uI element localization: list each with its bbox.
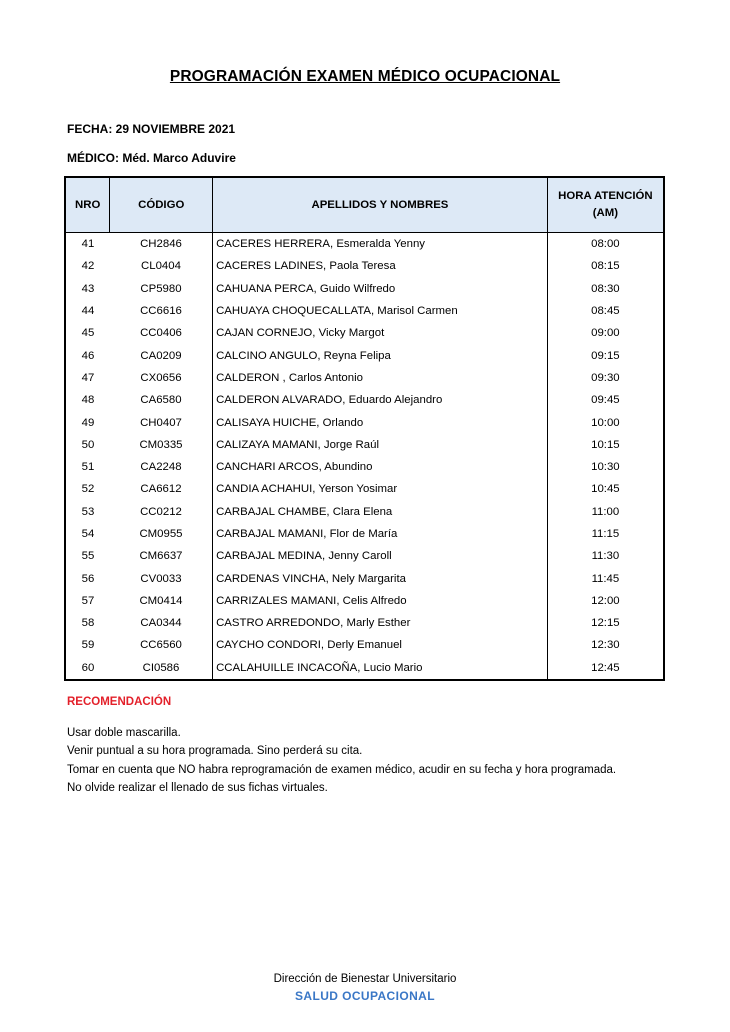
cell-hora: 09:15 (547, 344, 664, 366)
cell-nro: 46 (65, 344, 110, 366)
cell-codigo: CA6612 (140, 483, 182, 496)
cell-codigo: CM0955 (139, 528, 183, 540)
cell-nombre: CAHUANA PERCA, Guido Wilfredo (213, 278, 548, 300)
cell-nombre: CAJAN CORNEJO, Vicky Margot (213, 322, 548, 344)
cell-nombre: CALCINO ANGULO, Reyna Felipa (213, 344, 548, 366)
cell-nombre: CACERES LADINES, Paola Teresa (213, 255, 548, 277)
cell-codigo: CC6616 (140, 305, 182, 318)
cell-codigo: CC0406 (140, 327, 182, 340)
cell-nombre: CAYCHO CONDORI, Derly Emanuel (213, 634, 548, 656)
cell-nombre: CALIZAYA MAMANI, Jorge Raúl (213, 434, 548, 456)
cell-codigo: CH0407 (140, 416, 182, 429)
recommendation-item: Tomar en cuenta que NO habra reprogramación de examen médico, acudir en su fecha y hora programada. (67, 763, 617, 776)
cell-nombre: CARBAJAL MEDINA, Jenny Caroll (213, 545, 548, 567)
cell-codigo: CP5980 (140, 282, 182, 295)
cell-hora: 10:45 (547, 478, 664, 500)
cell-codigo: CC6560 (140, 639, 182, 652)
cell-nombre: CALDERON ALVARADO, Eduardo Alejandro (213, 389, 548, 411)
table-header-row (65, 177, 664, 233)
header-codigo: CÓDIGO (110, 177, 213, 233)
header-hora-line1: HORA ATENCIÓN (558, 190, 653, 202)
cell-nro: 57 (65, 590, 110, 612)
table-row (65, 233, 664, 256)
table-row (65, 389, 664, 411)
cell-nro: 56 (65, 567, 110, 589)
cell-hora: 11:00 (547, 501, 664, 523)
cell-hora: 09:00 (547, 322, 664, 344)
header-nombres: APELLIDOS Y NOMBRES (213, 177, 548, 233)
cell-nro: 60 (65, 657, 110, 680)
cell-nro: 41 (65, 233, 110, 256)
cell-nombre: CARRIZALES MAMANI, Celis Alfredo (213, 590, 548, 612)
cell-hora: 09:45 (547, 389, 664, 411)
cell-codigo: CH2846 (140, 238, 182, 251)
cell-nombre: CARBAJAL MAMANI, Flor de María (213, 523, 548, 545)
recommendation-list (67, 724, 616, 797)
table-row (65, 478, 664, 500)
date-label: FECHA: 29 NOVIEMBRE 2021 (67, 122, 236, 136)
cell-nro: 42 (65, 255, 110, 277)
cell-nro: 44 (65, 300, 110, 322)
cell-nro: 47 (65, 367, 110, 389)
cell-codigo: CA6580 (140, 394, 182, 407)
cell-hora: 09:30 (547, 367, 664, 389)
cell-nro: 53 (65, 501, 110, 523)
cell-hora: 11:45 (547, 567, 664, 589)
cell-hora: 08:15 (547, 255, 664, 277)
cell-nro: 52 (65, 478, 110, 500)
recommendation-item: Usar doble mascarilla. (67, 727, 181, 739)
cell-codigo: CL0404 (141, 260, 181, 273)
cell-nombre: CACERES HERRERA, Esmeralda Yenny (213, 233, 548, 256)
footer-brand: SALUD OCUPACIONAL (295, 989, 435, 1003)
cell-nro: 50 (65, 434, 110, 456)
table-row (65, 411, 664, 433)
cell-nro: 43 (65, 278, 110, 300)
recommendation-title: RECOMENDACIÓN (67, 696, 172, 708)
cell-hora: 11:15 (547, 523, 664, 545)
cell-codigo: CA0209 (140, 349, 182, 362)
cell-codigo: CI0586 (110, 657, 213, 680)
cell-codigo: CM0335 (139, 438, 183, 451)
recommendation-item: No olvide realizar el llenado de sus fichas virtuales. (67, 781, 328, 794)
cell-nombre: CANCHARI ARCOS, Abundino (213, 456, 548, 478)
cell-nombre: CARDENAS VINCHA, Nely Margarita (213, 567, 548, 589)
cell-codigo: CM0414 (139, 594, 183, 607)
cell-codigo: CA2248 (140, 461, 182, 474)
cell-nombre: CALDERON , Carlos Antonio (213, 367, 548, 389)
table-row (65, 300, 664, 322)
doctor-label: MÉDICO: Méd. Marco Aduvire (67, 151, 236, 165)
page-title: PROGRAMACIÓN EXAMEN MÉDICO OCUPACIONAL (169, 68, 561, 85)
cell-hora: 11:30 (547, 545, 664, 567)
cell-nro: 54 (65, 523, 110, 545)
table-row (65, 567, 664, 589)
cell-hora: 08:45 (547, 300, 664, 322)
cell-nombre: CCALAHUILLE INCACOÑA, Lucio Mario (213, 657, 548, 680)
table-row (65, 344, 664, 366)
cell-nombre: CASTRO ARREDONDO, Marly Esther (213, 612, 548, 634)
table-row (65, 456, 664, 478)
cell-nombre: CARBAJAL CHAMBE, Clara Elena (213, 501, 548, 523)
table-row (65, 612, 664, 634)
header-nro: NRO (65, 177, 110, 233)
cell-nro: 59 (65, 634, 110, 656)
schedule-table (64, 176, 665, 681)
footer-department: Dirección de Bienestar Universitario (273, 973, 457, 985)
cell-hora: 08:30 (547, 278, 664, 300)
cell-hora: 10:30 (547, 456, 664, 478)
table-row (65, 255, 664, 277)
cell-nombre: CANDIA ACHAHUI, Yerson Yosimar (213, 478, 548, 500)
table-row (65, 501, 664, 523)
cell-hora: 12:00 (547, 590, 664, 612)
cell-nro: 49 (65, 411, 110, 433)
cell-codigo: CM6637 (139, 550, 183, 563)
header-hora (547, 177, 664, 233)
table-row (65, 434, 664, 456)
recommendation-item: Venir puntual a su hora programada. Sino perderá su cita. (67, 745, 363, 758)
cell-nro: 55 (65, 545, 110, 567)
table-row (65, 590, 664, 612)
cell-codigo: CX0656 (140, 371, 182, 384)
cell-codigo: CV0033 (140, 572, 182, 585)
table-row (65, 278, 664, 300)
table-row (65, 523, 664, 545)
table-row (65, 367, 664, 389)
cell-nro: 45 (65, 322, 110, 344)
cell-hora: 08:00 (547, 233, 664, 256)
cell-nro: 51 (65, 456, 110, 478)
cell-codigo: CA0344 (140, 617, 182, 630)
cell-nombre: CAHUAYA CHOQUECALLATA, Marisol Carmen (213, 300, 548, 322)
cell-hora: 12:45 (547, 657, 664, 680)
cell-codigo: CC0212 (140, 505, 182, 518)
cell-hora: 12:30 (547, 634, 664, 656)
cell-nro: 48 (65, 389, 110, 411)
table-row (65, 634, 664, 656)
cell-hora: 10:00 (547, 411, 664, 433)
table-row (65, 657, 664, 680)
table-row (65, 545, 664, 567)
cell-hora: 12:15 (547, 612, 664, 634)
header-hora-line2: (AM) (592, 207, 619, 219)
table-row (65, 322, 664, 344)
cell-nro: 58 (65, 612, 110, 634)
cell-hora: 10:15 (547, 434, 664, 456)
cell-nombre: CALISAYA HUICHE, Orlando (213, 411, 548, 433)
